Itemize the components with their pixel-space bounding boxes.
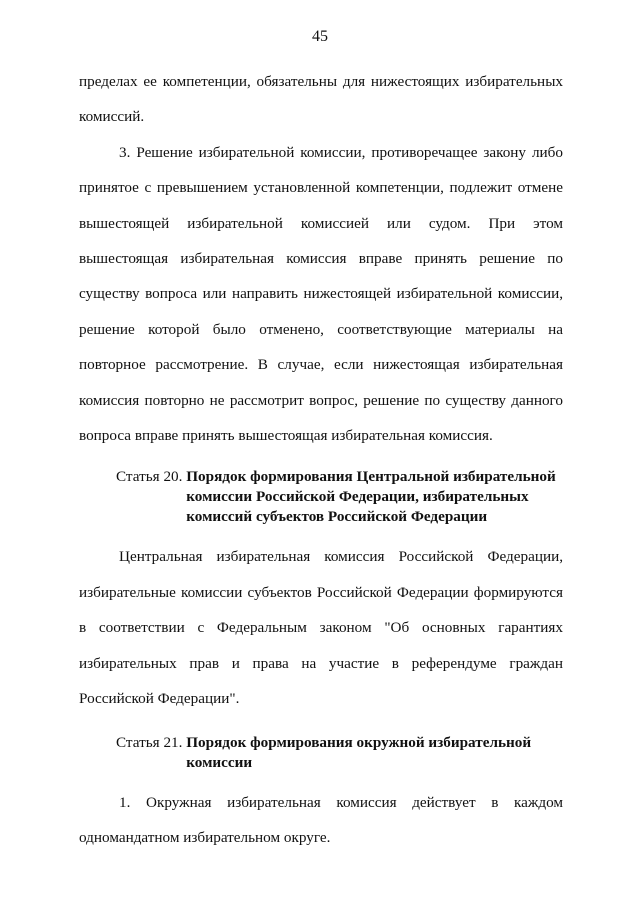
text-line: 3. Решение избирательной комиссии, противоречащее закону либо bbox=[119, 143, 563, 161]
article-title-line: Порядок формирования окружной избирательной bbox=[186, 733, 532, 751]
text-line: вопроса вправе принять вышестоящая избирательная комиссия. bbox=[79, 427, 493, 445]
article-label: Статья 20. bbox=[116, 468, 187, 486]
text-line: принятое с превышением установленной компетенции, подлежит отмене bbox=[79, 179, 563, 197]
article-title-line: комиссии Российской Федерации, избирательных bbox=[186, 488, 529, 506]
text-line: избирательные комиссии субъектов Российской Федерации формируются bbox=[79, 583, 563, 601]
paragraph-continuation bbox=[79, 64, 563, 135]
article-title-line: Порядок формирования Центральной избирательной bbox=[186, 468, 556, 486]
text-line: пределах ее компетенции, обязательны для нижестоящих избирательных bbox=[79, 73, 563, 90]
article-label: Статья 21. bbox=[116, 733, 187, 751]
text-line: комиссий. bbox=[79, 108, 145, 126]
article-21-heading bbox=[79, 733, 563, 773]
text-line: решение которой было отменено, соответствующие материалы на bbox=[79, 320, 563, 338]
article-title-line: комиссий субъектов Российской Федерации bbox=[186, 508, 488, 526]
text-line: вышестоящей избирательной комиссией или судом. При этом bbox=[79, 214, 563, 232]
article-title bbox=[186, 733, 563, 773]
text-line: повторное рассмотрение. В случае, если нижестоящая избирательная bbox=[79, 356, 563, 374]
text-line: Центральная избирательная комиссия Российской Федерации, bbox=[119, 548, 563, 566]
article-title-line: комиссии bbox=[186, 753, 253, 771]
text-line: комиссия повторно не рассмотрит вопрос, решение по существу данного bbox=[79, 391, 563, 409]
text-line: одномандатном избирательном округе. bbox=[79, 828, 331, 846]
text-line: в соответствии с Федеральным законом "Об основных гарантиях bbox=[79, 619, 563, 637]
article-title bbox=[186, 467, 563, 527]
article-20-heading bbox=[79, 467, 563, 527]
text-line: существу вопроса или направить нижестоящей избирательной комиссии, bbox=[79, 285, 563, 303]
page-number: 45 bbox=[312, 28, 328, 45]
paragraph-item-3 bbox=[79, 135, 563, 454]
text-line: 1. Окружная избирательная комиссия действует в каждом bbox=[119, 793, 563, 811]
article-21-paragraph bbox=[79, 785, 563, 856]
text-line: вышестоящая избирательная комиссия вправе принять решение по bbox=[79, 250, 563, 268]
text-line: избирательных прав и права на участие в референдуме граждан bbox=[79, 654, 563, 672]
article-20-paragraph bbox=[79, 539, 563, 716]
document-body bbox=[79, 64, 563, 855]
text-line: Российской Федерации". bbox=[79, 690, 240, 708]
